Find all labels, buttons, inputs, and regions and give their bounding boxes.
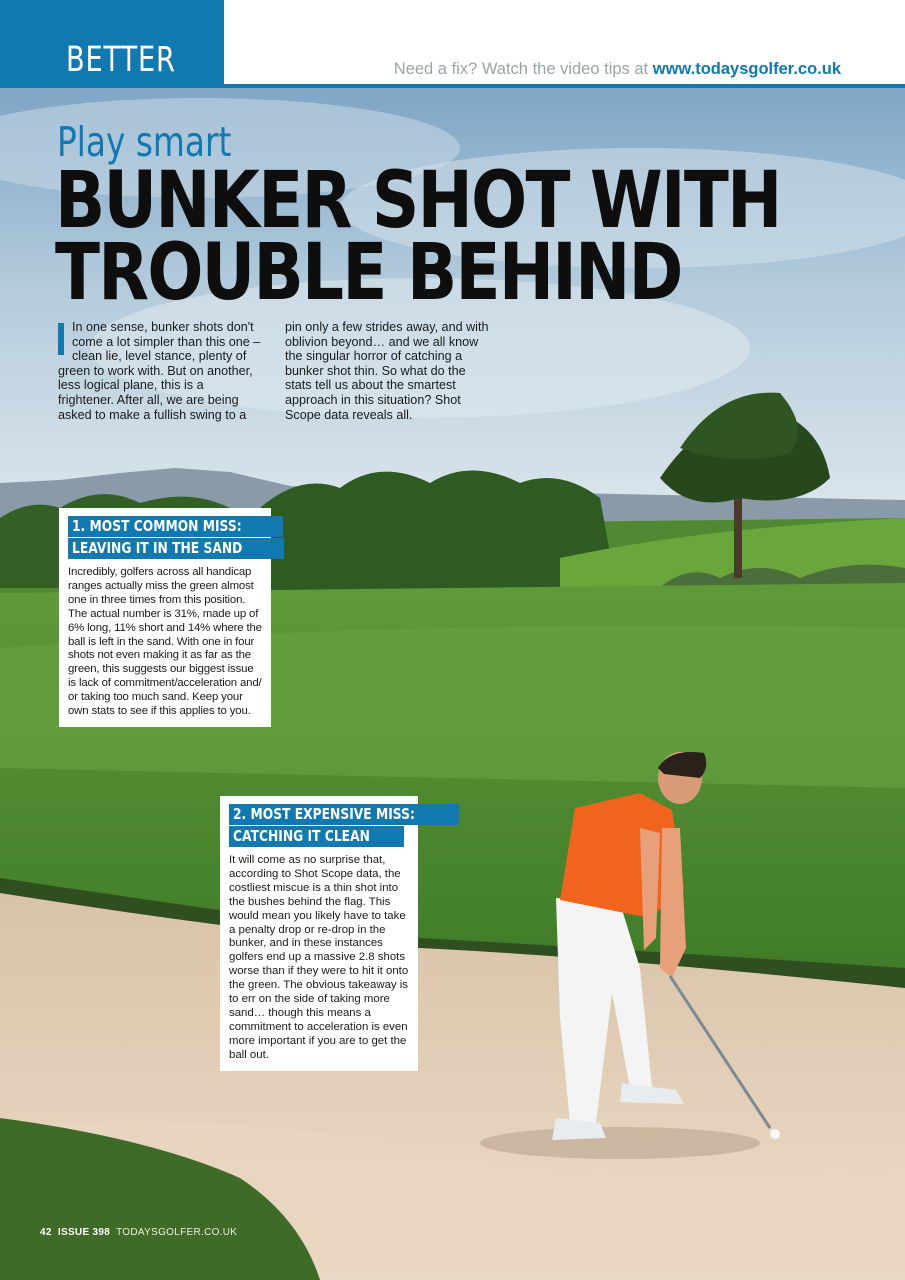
section-tab: [0, 0, 224, 88]
tip-box-2: [220, 796, 418, 1071]
article-kicker: Play smart: [57, 118, 232, 166]
header-tip: [394, 60, 841, 79]
page-folio: [40, 1227, 237, 1238]
folio-page-number: 42: [40, 1227, 52, 1238]
tip-1-title-line-2: LEAVING IT IN THE SAND: [68, 538, 284, 559]
folio-site: TODAYSGOLFER.CO.UK: [116, 1227, 238, 1238]
header-tip-text: Need a fix? Watch the video tips at: [393, 60, 653, 78]
article-intro: [58, 320, 490, 422]
tip-1-body: Incredibly, golfers across all handicap ranges actually miss the green almost one in three times from this position. The actual number is 31%, made up of 6% long, 11% short and 14% where the ball is left in the sand. With one in four shots not even making it as far as the green, this suggests our biggest issue is lack of commitment/acceleration and/ or taking too much sand. Keep your own stats to see if this applies to you.: [68, 566, 262, 718]
headline-line-2: TROUBLE BEHIND: [55, 228, 682, 318]
article-headline: [55, 156, 781, 318]
headline-line-1: BUNKER SHOT WITH: [55, 156, 781, 246]
header-url[interactable]: www.todaysgolfer.co.uk: [652, 60, 841, 78]
folio-issue: ISSUE 398: [57, 1227, 111, 1238]
drop-cap-bar: [58, 323, 64, 355]
intro-text: In one sense, bunker shots don't come a lot simpler than this one – clean lie, level stance, plenty of green to work with. But on another, less logical plane, this is a frightener. After all, we are being asked to make a fullish swing to a pin only a few strides away, and with oblivion beyond… and we all know the singular horror of catching a bunker shot thin. So what do the stats tell us about the smartest approach in this situation? Shot Scope data reveals all.: [58, 320, 489, 422]
tip-2-body: It will come as no surprise that, according to Shot Scope data, the costliest miscue is a thin shot into the bushes behind the flag. This would mean you likely have to take a penalty drop or re-drop in the bunker, and in these instances golfers end up a massive 2.8 shots worse than if they were to hit it onto the green. The obvious takeaway is to err on the side of taking more sand… though this means a commitment to acceleration is even more important if you are to get the ball out.: [229, 854, 409, 1061]
tip-2-title-line-2: CATCHING IT CLEAN: [229, 826, 404, 847]
tip-1-title-line-1: 1. MOST COMMON MISS:: [68, 516, 283, 537]
tip-box-1: [59, 508, 271, 727]
section-label: BETTER: [66, 40, 176, 80]
page-header: [0, 0, 905, 88]
header-rule: [224, 84, 905, 88]
tip-2-title-line-1: 2. MOST EXPENSIVE MISS:: [229, 804, 459, 825]
